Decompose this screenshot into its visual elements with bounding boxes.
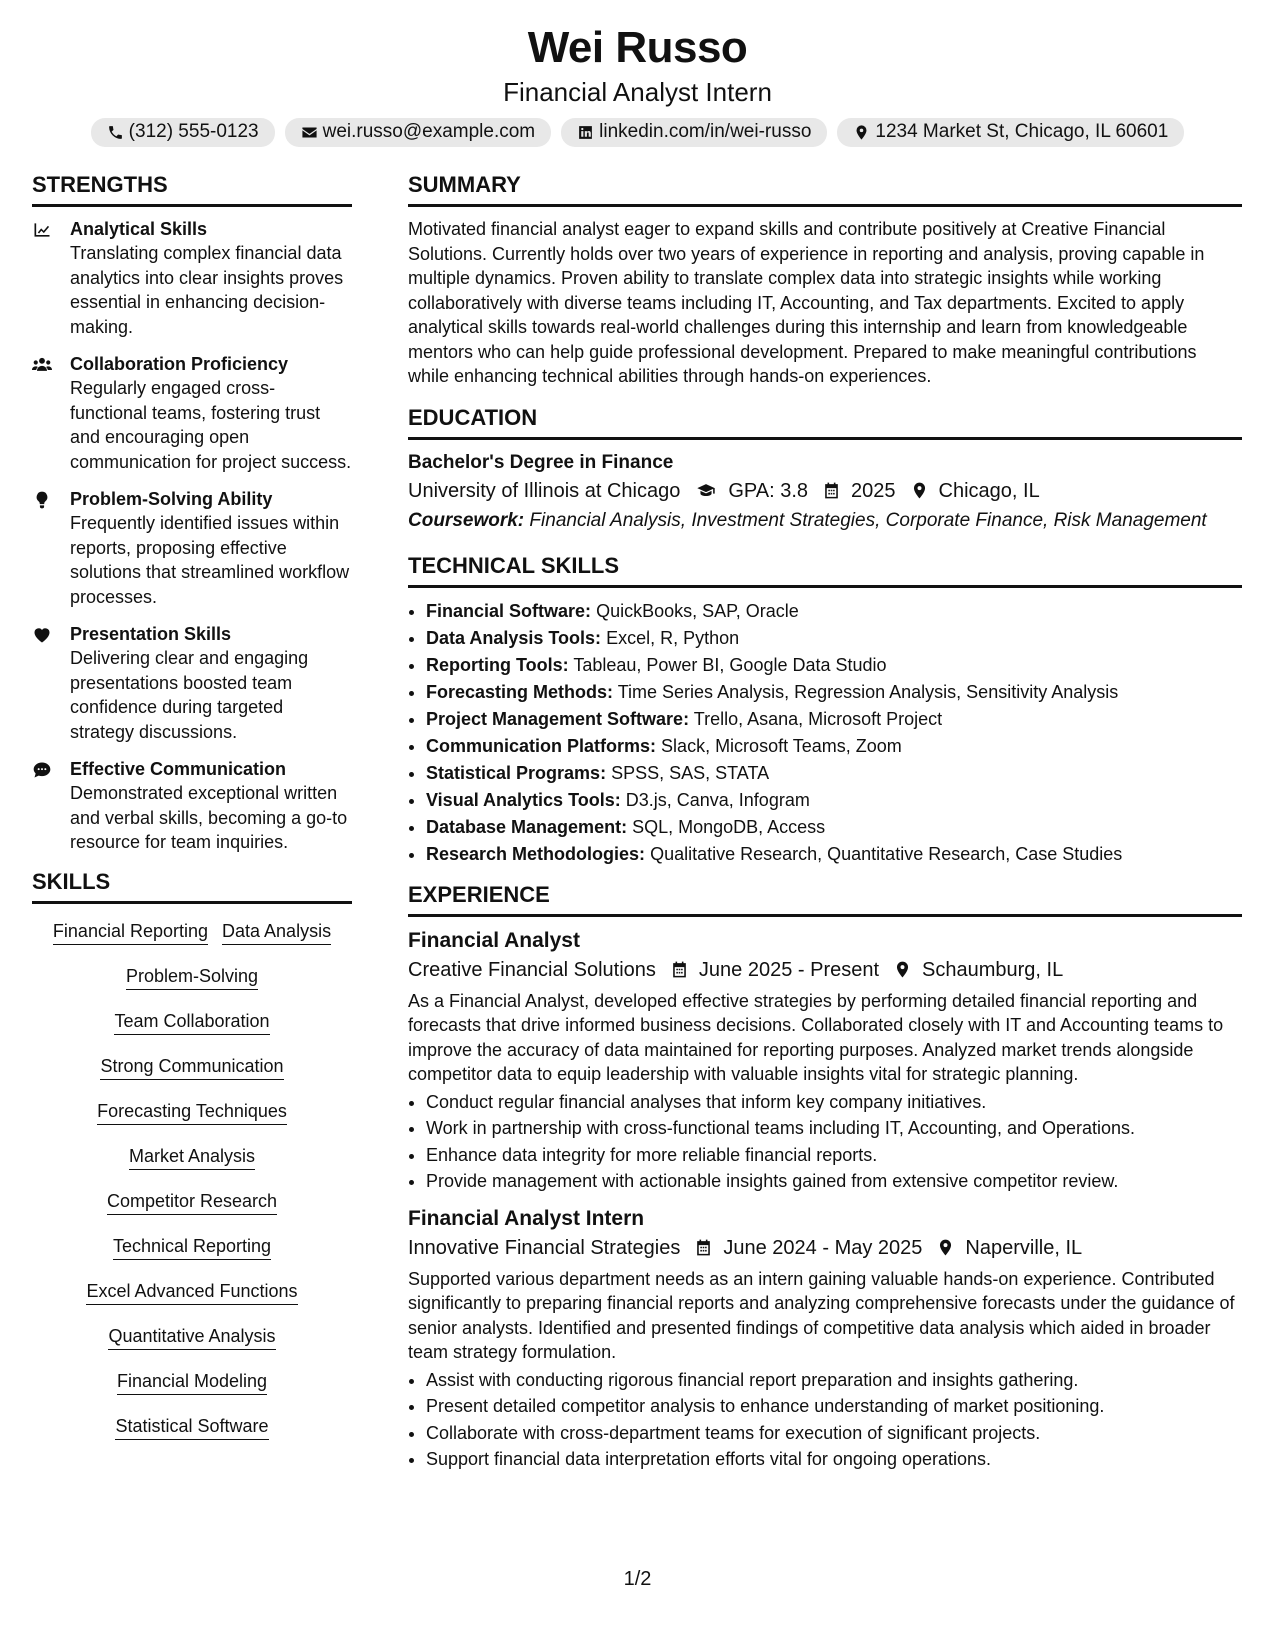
- strength-title: Effective Communication: [70, 759, 287, 779]
- tech-label: Data Analysis Tools:: [426, 627, 602, 648]
- left-column: [32, 172, 352, 1460]
- candidate-title: Financial Analyst Intern: [503, 77, 772, 107]
- candidate-name: Wei Russo: [527, 23, 748, 72]
- education-meta: [408, 476, 1242, 506]
- list-item: • Work in partnership with cross-functional teams including IT, Accounting, and Operations.: [426, 1115, 1242, 1142]
- linkedin-icon: [577, 124, 594, 141]
- skill-tag: Team Collaboration: [114, 1010, 269, 1035]
- tech-value: SPSS, SAS, STATA: [611, 762, 770, 783]
- job-title: Financial Analyst Intern: [408, 1206, 645, 1230]
- list-item: [426, 679, 1242, 706]
- job-company: Innovative Financial Strategies: [408, 1236, 681, 1259]
- list-item: [426, 733, 1242, 760]
- skill-tag: Excel Advanced Functions: [86, 1280, 297, 1305]
- contact-address-text: 1234 Market St, Chicago, IL 60601: [875, 121, 1169, 142]
- list-item: [426, 598, 1242, 625]
- contact-linkedin-text: linkedin.com/in/wei-russo: [599, 121, 812, 142]
- job-meta: [408, 1233, 1242, 1263]
- skill-tag: Forecasting Techniques: [97, 1100, 287, 1125]
- skill-tag: Quantitative Analysis: [108, 1325, 275, 1350]
- tech-label: Forecasting Methods:: [426, 681, 614, 702]
- job-entry: [408, 1205, 1242, 1473]
- list-item: • Present detailed competitor analysis to enhance understanding of market positioning.: [426, 1393, 1242, 1420]
- tech-label: Reporting Tools:: [426, 654, 569, 675]
- strength-desc: Translating complex financial data analytics into clear insights proves essential in enhancing decision-making.: [70, 243, 344, 337]
- technical-skills-list: [408, 598, 1242, 868]
- skill-tag: Problem-Solving: [126, 965, 258, 990]
- calendar-icon: [822, 481, 841, 500]
- tech-value: Qualitative Research, Quantitative Research, Case Studies: [650, 843, 1123, 864]
- job-company: Creative Financial Solutions: [408, 958, 656, 981]
- tech-value: Time Series Analysis, Regression Analysis, Sensitivity Analysis: [617, 681, 1119, 702]
- tech-label: Financial Software:: [426, 600, 592, 621]
- strength-desc: Regularly engaged cross-functional teams, fostering trust and encouraging open communication for project success.: [70, 378, 352, 472]
- skill-tag: Statistical Software: [115, 1415, 268, 1440]
- map-pin-icon: [936, 1238, 955, 1257]
- job-entry: [408, 927, 1242, 1195]
- skill-tag: Financial Reporting: [53, 920, 208, 945]
- calendar-icon: [694, 1238, 713, 1257]
- tech-label: Research Methodologies:: [426, 843, 646, 864]
- technical-skills-heading: TECHNICAL SKILLS: [408, 553, 1242, 588]
- skills-heading: SKILLS: [32, 869, 352, 904]
- tech-label: Visual Analytics Tools:: [426, 789, 621, 810]
- coursework-label: Coursework:: [408, 509, 525, 531]
- summary-text: Motivated financial analyst eager to expand skills and contribute positively at Creative Financial Solutions. Currently holds over two years of experience in reporting and analysis, proving capable in multiple dynamics. Proven ability to translate complex data into strategic insights while working collaboratively with diverse teams including IT, Accounting, and Tax departments. Excited to apply analytical skills towards real-world challenges during this internship and learn from knowledgeable mentors who can help guide professional development. Prepared to make meaningful contributions while enhancing technical abilities through hands-on experiences.: [408, 219, 1205, 386]
- job-location: Schaumburg, IL: [922, 958, 1064, 981]
- contact-phone-text: (312) 555-0123: [128, 121, 259, 142]
- heart-icon: [32, 625, 52, 645]
- calendar-icon: [670, 960, 689, 979]
- summary-heading: SUMMARY: [408, 172, 1242, 207]
- tech-value: Tableau, Power BI, Google Data Studio: [573, 654, 887, 675]
- contact-phone[interactable]: [91, 118, 275, 147]
- tech-value: SQL, MongoDB, Access: [632, 816, 826, 837]
- list-item: [426, 814, 1242, 841]
- education-location: Chicago, IL: [938, 479, 1040, 502]
- resume-header: [0, 0, 1275, 147]
- job-description: Supported various department needs as an intern gaining valuable hands-on experience. Contributed significantly to preparing financial reports and analyzing comprehensive forecasts under the guidance of senior analysts. Identified and presented findings of competitive data analysis which aided in broader team strategy formulation.: [408, 1268, 1235, 1362]
- envelope-icon: [301, 124, 318, 141]
- education-heading: EDUCATION: [408, 405, 1242, 440]
- map-pin-icon: [910, 481, 929, 500]
- list-item: • Provide management with actionable insights gained from extensive competitor review.: [426, 1168, 1242, 1195]
- graduation-year: 2025: [851, 479, 896, 502]
- contact-email-text: wei.russo@example.com: [322, 121, 536, 142]
- skills-list: [32, 914, 352, 1460]
- strength-title: Presentation Skills: [70, 624, 232, 644]
- school-name: University of Illinois at Chicago: [408, 479, 681, 502]
- chart-line-icon: [32, 220, 52, 240]
- page-number: 1/2: [623, 1568, 652, 1590]
- strength-item: [32, 352, 352, 474]
- tech-value: D3.js, Canva, Infogram: [625, 789, 810, 810]
- lightbulb-icon: [32, 490, 52, 510]
- strength-item: [32, 622, 352, 744]
- strength-title: Problem-Solving Ability: [70, 489, 273, 509]
- skill-tag: Market Analysis: [129, 1145, 255, 1170]
- tech-value: QuickBooks, SAP, Oracle: [596, 600, 799, 621]
- experience-heading: EXPERIENCE: [408, 882, 1242, 917]
- job-dates: June 2024 - May 2025: [723, 1236, 923, 1259]
- map-pin-icon: [853, 124, 870, 141]
- list-item: [426, 841, 1242, 868]
- skill-tag: Technical Reporting: [113, 1235, 271, 1260]
- skill-tag: Data Analysis: [222, 920, 331, 945]
- contact-email[interactable]: [285, 118, 552, 147]
- list-item: [426, 760, 1242, 787]
- users-icon: [32, 355, 52, 375]
- list-item: • Conduct regular financial analyses that inform key company initiatives.: [426, 1089, 1242, 1116]
- tech-label: Communication Platforms:: [426, 735, 657, 756]
- strength-item: [32, 487, 352, 609]
- list-item: • Assist with conducting rigorous financial report preparation and insights gathering.: [426, 1367, 1242, 1394]
- list-item: [426, 652, 1242, 679]
- job-meta: [408, 955, 1242, 985]
- list-item: [426, 706, 1242, 733]
- job-location: Naperville, IL: [965, 1236, 1083, 1259]
- strength-desc: Delivering clear and engaging presentations boosted team confidence during targeted strategy discussions.: [70, 648, 309, 742]
- list-item: [426, 787, 1242, 814]
- tech-value: Trello, Asana, Microsoft Project: [693, 708, 943, 729]
- coursework-list: Financial Analysis, Investment Strategies, Corporate Finance, Risk Management: [529, 509, 1207, 531]
- tech-value: Slack, Microsoft Teams, Zoom: [661, 735, 902, 756]
- job-bullets: [408, 1367, 1242, 1473]
- gpa: GPA: 3.8: [728, 479, 809, 502]
- list-item: • Support financial data interpretation efforts vital for ongoing operations.: [426, 1446, 1242, 1473]
- job-title: Financial Analyst: [408, 928, 580, 952]
- job-bullets: [408, 1089, 1242, 1195]
- map-pin-icon: [893, 960, 912, 979]
- contact-bar: [0, 118, 1275, 147]
- tech-label: Database Management:: [426, 816, 628, 837]
- list-item: • Enhance data integrity for more reliable financial reports.: [426, 1142, 1242, 1169]
- job-dates: June 2025 - Present: [698, 958, 880, 981]
- strength-item: [32, 757, 352, 855]
- tech-label: Project Management Software:: [426, 708, 690, 729]
- comment-icon: [32, 760, 52, 780]
- skill-tag: Competitor Research: [107, 1190, 277, 1215]
- strength-title: Collaboration Proficiency: [70, 354, 289, 374]
- tech-label: Statistical Programs:: [426, 762, 607, 783]
- right-column: [408, 172, 1242, 1473]
- strength-title: Analytical Skills: [70, 219, 208, 239]
- contact-linkedin[interactable]: [561, 118, 827, 147]
- strengths-heading: STRENGTHS: [32, 172, 352, 207]
- skill-tag: Financial Modeling: [117, 1370, 267, 1395]
- list-item: [426, 625, 1242, 652]
- strength-item: [32, 217, 352, 339]
- tech-value: Excel, R, Python: [606, 627, 740, 648]
- graduation-cap-icon: [694, 481, 718, 500]
- phone-icon: [107, 124, 124, 141]
- skill-tag: Strong Communication: [100, 1055, 283, 1080]
- coursework: [408, 508, 1242, 533]
- strength-desc: Demonstrated exceptional written and verbal skills, becoming a go-to resource for team inquiries.: [70, 783, 348, 852]
- list-item: • Collaborate with cross-department teams for execution of significant projects.: [426, 1420, 1242, 1447]
- contact-address: [837, 118, 1184, 147]
- degree: Bachelor's Degree in Finance: [408, 451, 674, 473]
- job-description: As a Financial Analyst, developed effective strategies by performing detailed financial reporting and forecasts that drive informed business decisions. Collaborated closely with IT and Accounting teams to improve the accuracy of data maintained for reporting purposes. Analyzed market trends alongside competitor data to equip leadership with valuable insights vital for strategic planning.: [408, 990, 1224, 1084]
- strength-desc: Frequently identified issues within reports, proposing effective solutions that streamlined workflow processes.: [70, 513, 350, 607]
